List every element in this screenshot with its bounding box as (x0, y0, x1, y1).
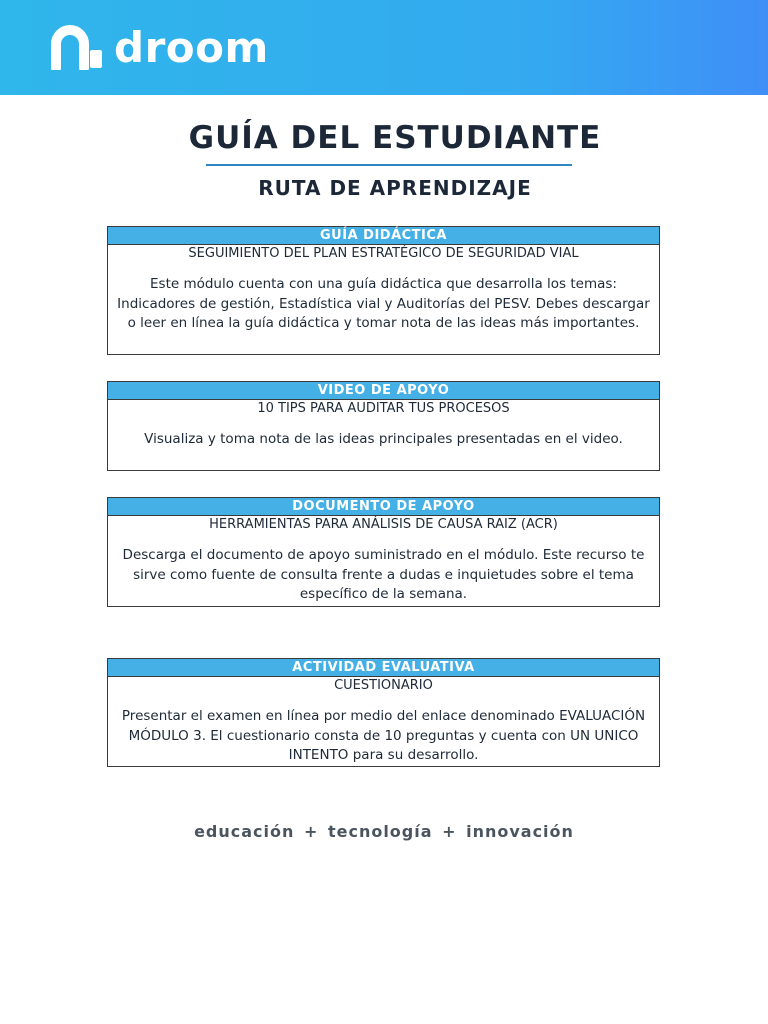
section-body: Descarga el documento de apoyo suministrado en el módulo. Este recurso te sirve como fuente de consulta frente a dudas e inquietudes sobre el tema específico de la semana. (122, 547, 645, 602)
section-heading: GUÍA DIDÁCTICA (108, 227, 659, 245)
section-heading: ACTIVIDAD EVALUATIVA (108, 659, 659, 677)
section-subheading: HERRAMIENTAS PARA ANÁLISIS DE CAUSA RAIZ (ACR) (209, 517, 558, 532)
section-subheading: SEGUIMIENTO DEL PLAN ESTRATÉGICO DE SEGURIDAD VIAL (188, 246, 579, 261)
page-subtitle: RUTA DE APRENDIZAJE (258, 176, 532, 200)
brand-name: droom (114, 23, 269, 72)
section-guia-didactica (107, 226, 660, 355)
section-body: Visualiza y toma nota de las ideas principales presentadas en el video. (144, 431, 623, 447)
section-heading: DOCUMENTO DE APOYO (108, 498, 659, 516)
section-actividad-evaluativa (107, 658, 660, 767)
section-body: Presentar el examen en línea por medio del enlace denominado EVALUACIÓN MÓDULO 3. El cuestionario consta de 10 preguntas y cuenta con UN UNICO INTENTO para su desarrollo. (121, 708, 646, 763)
section-body: Este módulo cuenta con una guía didáctica que desarrolla los temas: Indicadores de gestión, Estadística vial y Auditorías del PESV. Debes descargar o leer en línea la guía didáctica y tomar nota de las ideas más importantes. (117, 276, 650, 331)
footer-tagline: educación + tecnología + innovación (194, 822, 574, 841)
section-video-de-apoyo (107, 381, 660, 471)
section-subheading: CUESTIONARIO (334, 678, 433, 693)
section-subheading: 10 TIPS PARA AUDITAR TUS PROCESOS (257, 401, 510, 416)
droom-logo-icon (50, 24, 106, 70)
page-title: GUÍA DEL ESTUDIANTE (188, 120, 602, 156)
header-banner (0, 0, 768, 95)
section-documento-de-apoyo (107, 497, 660, 607)
title-divider (206, 164, 572, 166)
section-heading: VIDEO DE APOYO (108, 382, 659, 400)
